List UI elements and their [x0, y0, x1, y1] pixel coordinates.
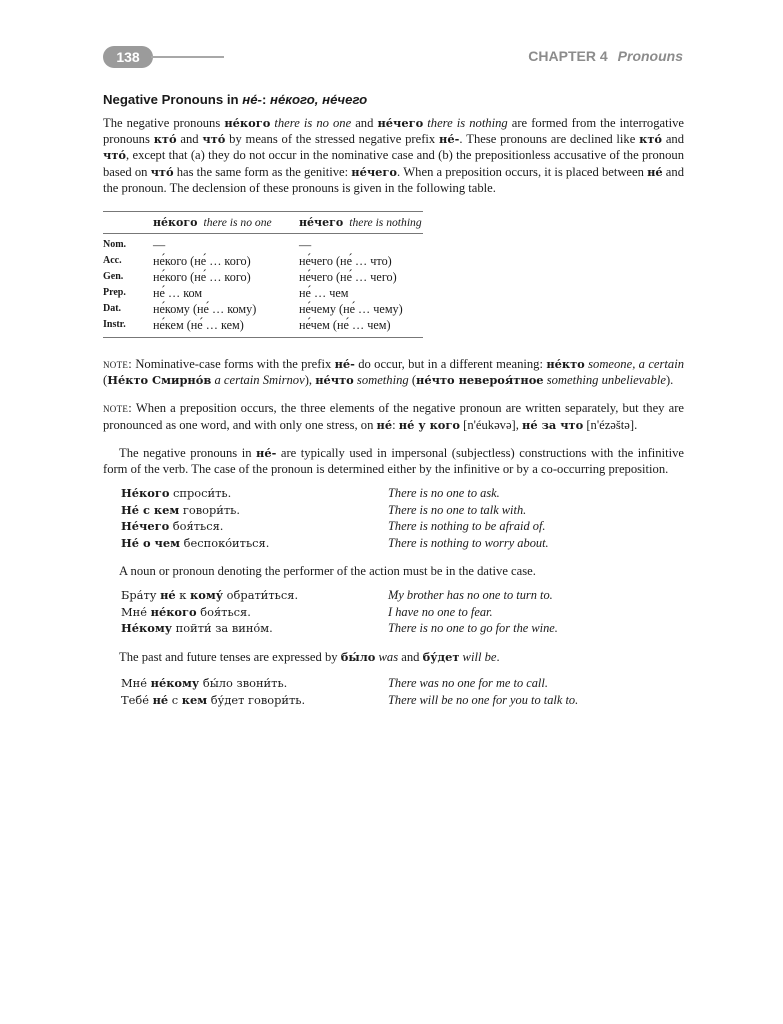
example-english: I have no one to fear. — [388, 604, 493, 619]
table-header-row — [103, 212, 423, 234]
example-english: There is nothing to worry about. — [388, 535, 549, 550]
table-row: Instr. не́кем (не́ … кем) не́чем (не́ … чем) — [103, 317, 423, 338]
running-head — [528, 48, 683, 64]
example-english: There is no one to talk with. — [388, 502, 527, 517]
example-english: My brother has no one to turn to. — [388, 588, 553, 603]
example-russian: Не́кого спроси́ть. — [121, 486, 232, 501]
example-russian: Не́ о чем беспоко́иться. — [121, 535, 270, 550]
heading-sep: : — [261, 92, 270, 107]
chapter-label: CHAPTER 4 — [528, 48, 608, 64]
impersonal-paragraph: The negative pronouns in не́- are typically used in impersonal (subjectless) constructions with the infinitive form of the verb. The case of the pronoun is determined either by the infinitive or by a co-occurring preposition. — [103, 445, 684, 477]
heading-forms: не́кого, не́чего — [270, 92, 368, 107]
example-english: There is no one to ask. — [388, 486, 500, 501]
table-row: Nom. — — — [103, 238, 312, 253]
heading-prefix-rus: не́- — [242, 92, 262, 107]
section-heading — [103, 92, 684, 107]
example-english: There is no one to go for the wine. — [388, 621, 558, 636]
heading-prefix: Negative Pronouns in — [103, 92, 243, 107]
table-row: Acc. не́кого (не́ … кого) не́чего (не́ … что) — [103, 254, 392, 269]
declension-table — [103, 211, 423, 338]
dative-paragraph: A noun or pronoun denoting the performer of the action must be in the dative case. — [119, 564, 536, 579]
example-english: There is nothing to be afraid of. — [388, 519, 546, 534]
examples-tense — [121, 675, 684, 708]
examples-dative — [121, 587, 684, 637]
note-nominative: note: Nominative-case forms with the prefix не́- do occur, but in a different meaning: не́кто someone, a certain (Не́кто Смирно́в a certain Smirnov), не́что something (не́что невероя́тное something unbelievable). — [103, 357, 684, 388]
example-english: There will be no one for you to talk to. — [388, 692, 579, 707]
example-russian: Мне́ не́кому бы́ло звони́ть. — [121, 676, 288, 691]
note-label: note: — [103, 401, 132, 416]
table-header-case — [103, 212, 153, 234]
table-row: Prep. не́ … ком не́ … чем — [103, 286, 349, 301]
note-preposition: note: When a preposition occurs, the three elements of the negative pronoun are written separately, but they are pronounced as one word, and with only one stress, on не́: не́ у кого [n'éukəvə], не́ за что [n'ézəštə]. — [103, 401, 684, 432]
page-number-badge: 138 — [103, 46, 153, 68]
tense-paragraph: The past and future tenses are expressed by бы́ло was and бу́дет will be. — [119, 649, 500, 664]
note-label: note: — [103, 357, 132, 372]
example-english: There was no one for me to call. — [388, 676, 548, 691]
example-russian: Бра́ту не́ к кому́ обрати́ться. — [121, 588, 299, 603]
page-body — [103, 92, 684, 708]
table-header-col2: не́чего there is nothing — [299, 212, 423, 234]
example-russian: Не́ с кем говори́ть. — [121, 502, 240, 517]
example-russian: Мне́ не́кого боя́ться. — [121, 604, 251, 619]
chapter-title: Pronouns — [617, 48, 683, 64]
example-russian: Не́кому пойти́ за вино́м. — [121, 621, 273, 636]
examples-infinitive — [121, 485, 684, 551]
header-rule — [151, 56, 224, 58]
table-row: Dat. не́кому (не́ … кому) не́чему (не́ … чему) — [103, 302, 403, 317]
example-russian: Тебе́ не́ с кем бу́дет говори́ть. — [121, 692, 306, 707]
intro-paragraph: The negative pronouns не́кого there is no one and не́чего there is nothing are formed from the interrogative pronouns кто́ and что́ by means of the stressed negative prefix не́-. These pronouns are declined like кто́ and что́, except that (a) they do not occur in the nominative case and (b) the prepositionless accusative of the pronoun based on что́ has the same form as the genitive: не́чего. When a preposition occurs, it is placed between не́ and the pronoun. The declension of these pronouns is given in the following table. — [103, 116, 684, 195]
table-row: Gen. не́кого (не́ … кого) не́чего (не́ … чего) — [103, 270, 397, 285]
example-russian: Не́чего боя́ться. — [121, 519, 224, 534]
table-header-col1: не́кого there is no one — [153, 212, 299, 234]
